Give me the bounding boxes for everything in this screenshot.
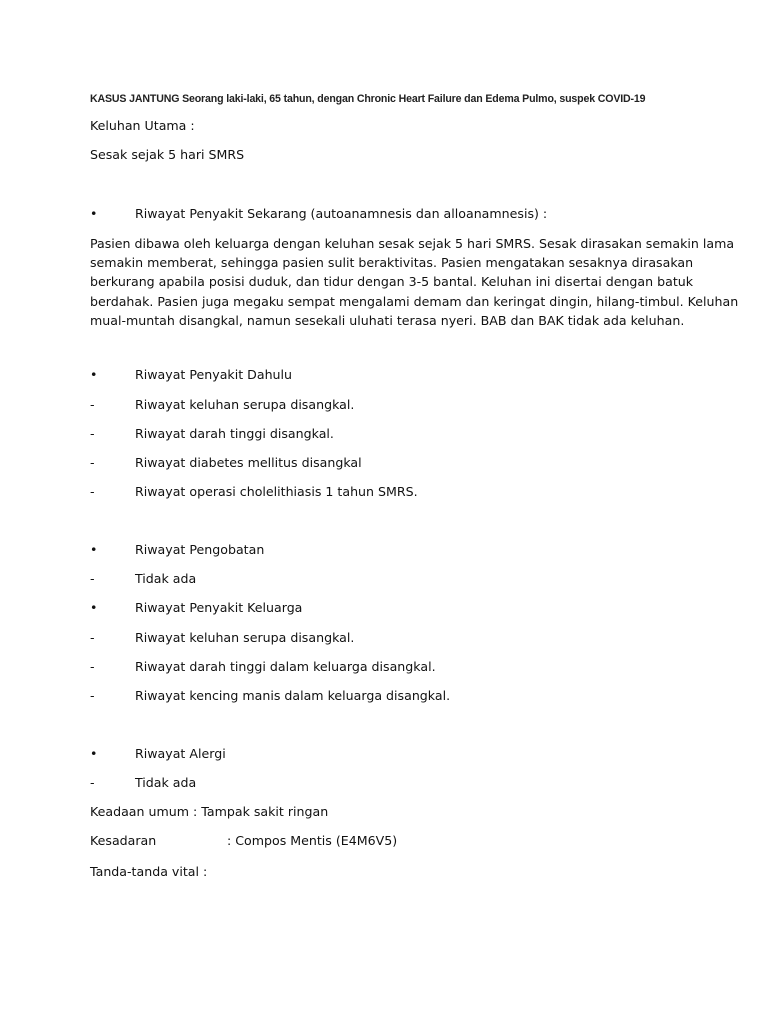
rpd-item: Riwayat diabetes mellitus disangkal (135, 455, 362, 470)
kesadaran-value: : Compos Mentis (E4M6V5) (227, 833, 398, 848)
rps-paragraph (90, 234, 739, 330)
bullet-rpd: • (90, 367, 98, 382)
keadaan-umum: Keadaan umum : Tampak sakit ringan (90, 804, 329, 819)
pengobatan-item: Tidak ada (135, 571, 197, 586)
rps-line: mual-muntah disangkal, namun sesekali uluhati terasa nyeri. BAB dan BAK tidak ada keluhan. (90, 312, 685, 328)
keluarga-item: Riwayat keluhan serupa disangkal. (135, 630, 355, 645)
keluarga-item: Riwayat kencing manis dalam keluarga disangkal. (135, 688, 451, 703)
bullet-pengobatan: • (90, 542, 98, 557)
alergi-heading: Riwayat Alergi (135, 746, 226, 761)
keluarga-heading: Riwayat Penyakit Keluarga (135, 600, 303, 615)
dash-marker: - (90, 484, 95, 499)
dash-marker: - (90, 630, 95, 645)
dash-marker: - (90, 426, 95, 441)
dash-marker: - (90, 455, 95, 470)
rps-heading: Riwayat Penyakit Sekarang (autoanamnesis dan alloanamnesis) : (135, 206, 548, 221)
keluhan-utama-label: Keluhan Utama : (90, 118, 195, 133)
rpd-item: Riwayat darah tinggi disangkal. (135, 426, 334, 441)
rps-line: semakin memberat, sehingga pasien sulit beraktivitas. Pasien mengatakan sesaknya dirasakan (90, 255, 694, 271)
dash-marker: - (90, 397, 95, 412)
rps-line: Pasien dibawa oleh keluarga dengan keluhan sesak sejak 5 hari SMRS. Sesak dirasakan semakin lama (90, 236, 735, 251)
bullet-keluarga: • (90, 600, 98, 615)
pengobatan-heading: Riwayat Pengobatan (135, 542, 265, 557)
rps-line: berdahak. Pasien juga megaku sempat mengalami demam dan keringat dingin, hilang-timbul. Keluhan (90, 293, 739, 309)
bullet-rps: • (90, 206, 98, 221)
rpd-item: Riwayat operasi cholelithiasis 1 tahun SMRS. (135, 484, 418, 499)
dash-marker: - (90, 571, 95, 586)
dash-marker: - (90, 775, 95, 790)
bullet-alergi: • (90, 746, 98, 761)
rps-line: berkurang apabila posisi duduk, dan tidur dengan 3-5 bantal. Keluhan ini disertai dengan batuk (90, 274, 694, 290)
tanda-vital-heading: Tanda-tanda vital : (90, 864, 208, 879)
keluarga-item: Riwayat darah tinggi dalam keluarga disangkal. (135, 659, 436, 674)
rpd-heading: Riwayat Penyakit Dahulu (135, 367, 293, 382)
dash-marker: - (90, 659, 95, 674)
rpd-item: Riwayat keluhan serupa disangkal. (135, 397, 355, 412)
keluhan-utama-value: Sesak sejak 5 hari SMRS (90, 147, 245, 162)
alergi-item: Tidak ada (135, 775, 197, 790)
kesadaran-label: Kesadaran (90, 833, 157, 848)
case-title: KASUS JANTUNG Seorang laki-laki, 65 tahun, dengan Chronic Heart Failure dan Edema Pulmo, suspek COVID-19 (90, 93, 646, 105)
dash-marker: - (90, 688, 95, 703)
